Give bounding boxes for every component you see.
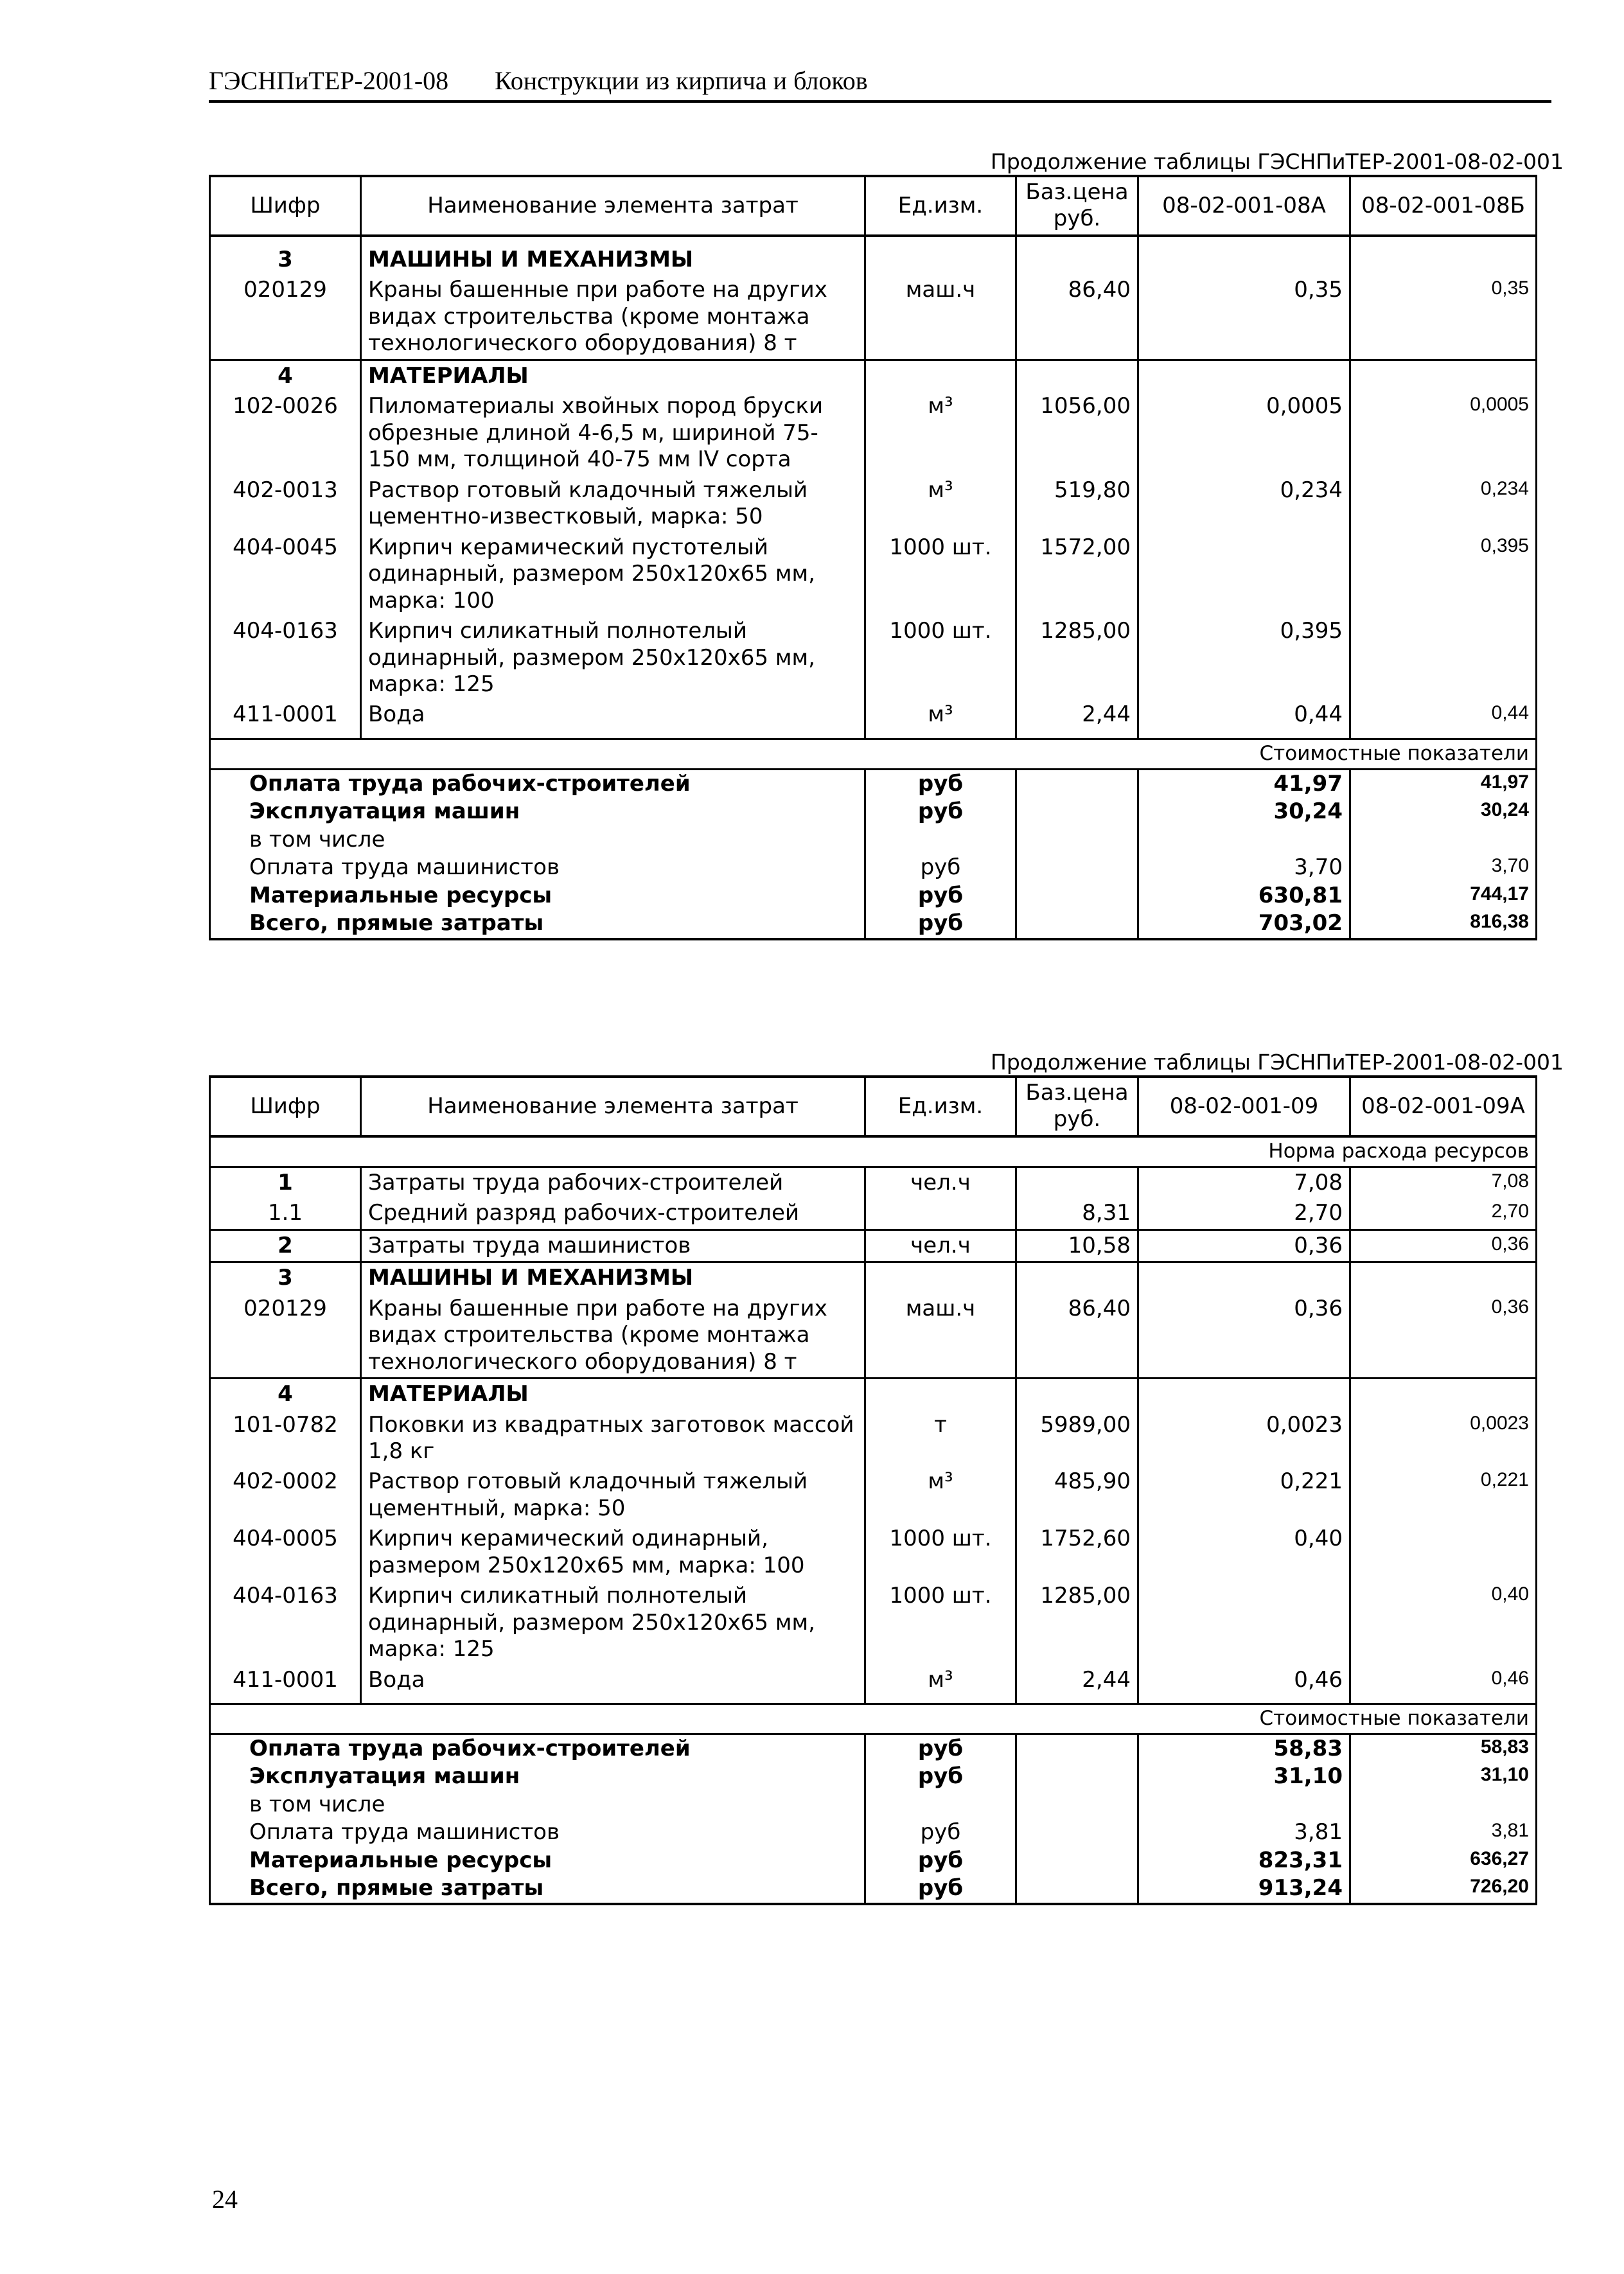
table-row (210, 275, 1537, 360)
table-row (210, 1524, 1537, 1581)
cost-value-1: 31,10 (1138, 1763, 1350, 1790)
cost-price-cell (1016, 1819, 1138, 1846)
cost-value-2: 816,38 (1350, 910, 1537, 939)
spacer-cell (1138, 730, 1350, 739)
empty-cell (865, 245, 1016, 275)
row-name: Затраты труда машинистов (361, 1230, 865, 1262)
spacer-cell (1350, 1695, 1537, 1704)
row-price: 485,90 (1016, 1467, 1138, 1524)
empty-cell (1016, 360, 1138, 391)
empty-cell (865, 360, 1016, 391)
cost-unit: руб (865, 1819, 1016, 1846)
cost-price-cell (1016, 1791, 1138, 1819)
row-value-2: 0,234 (1350, 475, 1537, 533)
cost-label: Оплата труда рабочих-строителей (210, 1734, 865, 1763)
cost-row (210, 1734, 1537, 1763)
row-unit: м³ (865, 1467, 1016, 1524)
row-price: 519,80 (1016, 475, 1138, 533)
cost-value-1 (1138, 826, 1350, 854)
row-value-2: 0,221 (1350, 1467, 1537, 1524)
row-value-2: 0,0005 (1350, 391, 1537, 475)
cost-label: Оплата труда машинистов (210, 854, 865, 881)
estimate-table-1 (209, 175, 1537, 940)
row-price (1016, 1167, 1138, 1198)
norm-label-row (210, 1136, 1537, 1167)
spacer-cell (1138, 236, 1350, 245)
section-row (210, 1379, 1537, 1410)
row-name: Краны башенные при работе на других видах строительства (кроме монтажа технологического оборудования) 8 т (361, 275, 865, 360)
row-name: Кирпич силикатный полнотелый одинарный, размером 250х120х65 мм, марка: 125 (361, 616, 865, 700)
cost-unit: руб (865, 769, 1016, 798)
table-row (210, 1581, 1537, 1664)
spacer-cell (210, 1695, 361, 1704)
cost-label: Оплата труда машинистов (210, 1819, 865, 1846)
cost-row (210, 910, 1537, 939)
cost-row (210, 826, 1537, 854)
row-code: 3 (210, 1262, 361, 1294)
spacer-cell (1016, 730, 1138, 739)
cost-value-2: 636,27 (1350, 1847, 1537, 1874)
cost-label: в том числе (210, 1791, 865, 1819)
cost-value-2: 3,81 (1350, 1819, 1537, 1846)
cost-row (210, 1791, 1537, 1819)
empty-cell (1350, 245, 1537, 275)
cost-unit: руб (865, 1874, 1016, 1903)
row-code: 411-0001 (210, 700, 361, 730)
summary-label: Стоимостные показатели (210, 1704, 1537, 1734)
cost-value-1: 41,97 (1138, 769, 1350, 798)
page-number: 24 (212, 2185, 238, 2214)
cost-value-2: 726,20 (1350, 1874, 1537, 1903)
norm-label: Норма расхода ресурсов (210, 1136, 1537, 1167)
row-unit: чел.ч (865, 1167, 1016, 1198)
table-row (210, 1198, 1537, 1230)
row-unit: маш.ч (865, 275, 1016, 360)
row-name: Вода (361, 1665, 865, 1695)
cost-row (210, 882, 1537, 910)
empty-cell (1138, 1379, 1350, 1410)
row-code: 101-0782 (210, 1410, 361, 1467)
summary-label-row (210, 739, 1537, 769)
cost-value-2: 58,83 (1350, 1734, 1537, 1763)
row-value-1: 0,395 (1138, 616, 1350, 700)
column-header: Ед.изм. (865, 176, 1016, 236)
row-price: 2,44 (1016, 700, 1138, 730)
cost-unit (865, 1791, 1016, 1819)
row-value-2: 0,35 (1350, 275, 1537, 360)
cost-row (210, 1763, 1537, 1790)
document-title: Конструкции из кирпича и блоков (495, 66, 868, 95)
empty-cell (1138, 245, 1350, 275)
row-code: 404-0005 (210, 1524, 361, 1581)
row-name: Кирпич силикатный полнотелый одинарный, размером 250х120х65 мм, марка: 125 (361, 1581, 865, 1664)
cost-value-1: 913,24 (1138, 1874, 1350, 1903)
cost-price-cell (1016, 1847, 1138, 1874)
spacer-row (210, 236, 1537, 245)
cost-unit: руб (865, 1734, 1016, 1763)
table-header-row (210, 1077, 1537, 1136)
row-price: 10,58 (1016, 1230, 1138, 1262)
cost-value-2: 744,17 (1350, 882, 1537, 910)
column-header: Ед.изм. (865, 1077, 1016, 1136)
spacer-cell (1138, 1695, 1350, 1704)
cost-row (210, 1874, 1537, 1903)
table-row (210, 1665, 1537, 1695)
column-header: Баз.цена руб. (1016, 1077, 1138, 1136)
spacer-cell (210, 730, 361, 739)
cost-value-1: 823,31 (1138, 1847, 1350, 1874)
summary-label: Стоимостные показатели (210, 739, 1537, 769)
cost-label: Материальные ресурсы (210, 882, 865, 910)
cost-label: Материальные ресурсы (210, 1847, 865, 1874)
column-header: 08-02-001-09А (1350, 1077, 1537, 1136)
cost-price-cell (1016, 798, 1138, 825)
row-unit: м³ (865, 475, 1016, 533)
cost-row (210, 798, 1537, 825)
row-value-2: 0,40 (1350, 1581, 1537, 1664)
table-header-row (210, 176, 1537, 236)
cost-unit (865, 826, 1016, 854)
empty-cell (1350, 1262, 1537, 1294)
document-code: ГЭСНПиТЕР-2001-08 (209, 66, 449, 95)
cost-value-2: 3,70 (1350, 854, 1537, 881)
spacer-row (210, 1695, 1537, 1704)
cost-price-cell (1016, 826, 1138, 854)
empty-cell (1350, 360, 1537, 391)
column-header: Баз.цена руб. (1016, 176, 1138, 236)
row-name: МАШИНЫ И МЕХАНИЗМЫ (361, 245, 865, 275)
table-row (210, 475, 1537, 533)
row-code: 404-0163 (210, 616, 361, 700)
row-unit: маш.ч (865, 1294, 1016, 1379)
cost-label: Всего, прямые затраты (210, 910, 865, 939)
cost-price-cell (1016, 769, 1138, 798)
cost-row (210, 769, 1537, 798)
row-value-2: 0,44 (1350, 700, 1537, 730)
row-price: 86,40 (1016, 1294, 1138, 1379)
row-price: 86,40 (1016, 275, 1138, 360)
row-value-1: 0,0005 (1138, 391, 1350, 475)
row-name: Поковки из квадратных заготовок массой 1,8 кг (361, 1410, 865, 1467)
spacer-cell (210, 236, 361, 245)
empty-cell (1138, 360, 1350, 391)
row-price: 1572,00 (1016, 533, 1138, 616)
empty-cell (1016, 1379, 1138, 1410)
table-row (210, 616, 1537, 700)
summary-label-row (210, 1704, 1537, 1734)
empty-cell (1350, 1379, 1537, 1410)
row-code: 4 (210, 360, 361, 391)
empty-cell (865, 1379, 1016, 1410)
cost-label: Эксплуатация машин (210, 798, 865, 825)
cost-value-1: 58,83 (1138, 1734, 1350, 1763)
row-code: 2 (210, 1230, 361, 1262)
row-code: 102-0026 (210, 391, 361, 475)
row-value-2: 0,395 (1350, 533, 1537, 616)
row-price: 1752,60 (1016, 1524, 1138, 1581)
row-value-1: 0,234 (1138, 475, 1350, 533)
empty-cell (865, 1262, 1016, 1294)
spacer-cell (361, 1695, 865, 1704)
row-name: МАТЕРИАЛЫ (361, 1379, 865, 1410)
row-price: 1285,00 (1016, 616, 1138, 700)
cost-value-1: 630,81 (1138, 882, 1350, 910)
cost-unit: руб (865, 1763, 1016, 1790)
row-code: 020129 (210, 275, 361, 360)
row-name: МАШИНЫ И МЕХАНИЗМЫ (361, 1262, 865, 1294)
row-value-1: 0,36 (1138, 1294, 1350, 1379)
row-value-1: 2,70 (1138, 1198, 1350, 1230)
row-value-2 (1350, 616, 1537, 700)
row-name: Кирпич керамический одинарный, размером 250х120х65 мм, марка: 100 (361, 1524, 865, 1581)
row-code: 4 (210, 1379, 361, 1410)
row-code: 3 (210, 245, 361, 275)
row-code: 402-0013 (210, 475, 361, 533)
empty-cell (1138, 1262, 1350, 1294)
row-value-1: 7,08 (1138, 1167, 1350, 1198)
row-value-2: 0,0023 (1350, 1410, 1537, 1467)
spacer-row (210, 730, 1537, 739)
table-row (210, 1167, 1537, 1198)
cost-price-cell (1016, 854, 1138, 881)
cost-value-1: 703,02 (1138, 910, 1350, 939)
spacer-cell (865, 730, 1016, 739)
spacer-cell (1350, 236, 1537, 245)
spacer-cell (361, 730, 865, 739)
spacer-cell (1016, 236, 1138, 245)
cost-row (210, 1847, 1537, 1874)
column-header: 08-02-001-08А (1138, 176, 1350, 236)
cost-label: Эксплуатация машин (210, 1763, 865, 1790)
table-row (210, 391, 1537, 475)
cost-price-cell (1016, 1763, 1138, 1790)
section-row (210, 360, 1537, 391)
row-code: 020129 (210, 1294, 361, 1379)
row-value-1: 0,46 (1138, 1665, 1350, 1695)
row-value-2: 0,36 (1350, 1294, 1537, 1379)
row-name: Вода (361, 700, 865, 730)
row-value-2 (1350, 1524, 1537, 1581)
cost-unit: руб (865, 854, 1016, 881)
cost-price-cell (1016, 910, 1138, 939)
table-row (210, 1230, 1537, 1262)
cost-label: Оплата труда рабочих-строителей (210, 769, 865, 798)
empty-cell (1016, 245, 1138, 275)
cost-price-cell (1016, 1734, 1138, 1763)
table-row (210, 1467, 1537, 1524)
cost-row (210, 854, 1537, 881)
cost-value-2 (1350, 826, 1537, 854)
row-name: МАТЕРИАЛЫ (361, 360, 865, 391)
row-value-2: 7,08 (1350, 1167, 1537, 1198)
row-unit: м³ (865, 700, 1016, 730)
row-name: Кирпич керамический пустотелый одинарный, размером 250х120х65 мм, марка: 100 (361, 533, 865, 616)
cost-value-2 (1350, 1791, 1537, 1819)
row-unit (865, 1198, 1016, 1230)
spacer-cell (865, 236, 1016, 245)
row-name: Раствор готовый кладочный тяжелый цементный, марка: 50 (361, 1467, 865, 1524)
spacer-cell (1350, 730, 1537, 739)
cost-unit: руб (865, 1847, 1016, 1874)
table-row (210, 700, 1537, 730)
column-header: 08-02-001-09 (1138, 1077, 1350, 1136)
row-value-1: 0,221 (1138, 1467, 1350, 1524)
cost-price-cell (1016, 882, 1138, 910)
cost-value-2: 41,97 (1350, 769, 1537, 798)
empty-cell (1016, 1262, 1138, 1294)
estimate-table-2 (209, 1075, 1537, 1905)
spacer-cell (1016, 1695, 1138, 1704)
row-code: 404-0045 (210, 533, 361, 616)
section-row (210, 245, 1537, 275)
section-row (210, 1262, 1537, 1294)
cost-unit: руб (865, 882, 1016, 910)
cost-value-2: 30,24 (1350, 798, 1537, 825)
row-code: 404-0163 (210, 1581, 361, 1664)
row-unit: м³ (865, 391, 1016, 475)
column-header: 08-02-001-08Б (1350, 176, 1537, 236)
row-unit: т (865, 1410, 1016, 1467)
table-row (210, 533, 1537, 616)
row-value-2: 2,70 (1350, 1198, 1537, 1230)
row-value-1: 0,44 (1138, 700, 1350, 730)
row-value-1: 0,40 (1138, 1524, 1350, 1581)
spacer-cell (865, 1695, 1016, 1704)
row-value-1: 0,0023 (1138, 1410, 1350, 1467)
cost-label: в том числе (210, 826, 865, 854)
table-2-caption: Продолжение таблицы ГЭСНПиТЕР-2001-08-02-001 (991, 1050, 1564, 1075)
table-row (210, 1294, 1537, 1379)
row-name: Средний разряд рабочих-строителей (361, 1198, 865, 1230)
row-value-1: 0,36 (1138, 1230, 1350, 1262)
row-code: 1 (210, 1167, 361, 1198)
cost-price-cell (1016, 1874, 1138, 1903)
column-header: Наименование элемента затрат (361, 1077, 865, 1136)
row-value-1 (1138, 1581, 1350, 1664)
row-price: 2,44 (1016, 1665, 1138, 1695)
row-code: 411-0001 (210, 1665, 361, 1695)
page-header (209, 64, 1551, 103)
row-code: 402-0002 (210, 1467, 361, 1524)
row-price: 1285,00 (1016, 1581, 1138, 1664)
row-price: 5989,00 (1016, 1410, 1138, 1467)
cost-value-1: 30,24 (1138, 798, 1350, 825)
row-name: Краны башенные при работе на других видах строительства (кроме монтажа технологического оборудования) 8 т (361, 1294, 865, 1379)
row-name: Затраты труда рабочих-строителей (361, 1167, 865, 1198)
row-value-2: 0,46 (1350, 1665, 1537, 1695)
row-name: Раствор готовый кладочный тяжелый цементно-известковый, марка: 50 (361, 475, 865, 533)
row-price: 8,31 (1016, 1198, 1138, 1230)
row-value-1 (1138, 533, 1350, 616)
row-price: 1056,00 (1016, 391, 1138, 475)
column-header: Наименование элемента затрат (361, 176, 865, 236)
table-row (210, 1410, 1537, 1467)
row-name: Пиломатериалы хвойных пород бруски обрезные длиной 4-6,5 м, шириной 75-150 мм, толщиной 40-75 мм IV сорта (361, 391, 865, 475)
table-1-caption: Продолжение таблицы ГЭСНПиТЕР-2001-08-02-001 (991, 149, 1564, 174)
cost-value-2: 31,10 (1350, 1763, 1537, 1790)
cost-value-1: 3,81 (1138, 1819, 1350, 1846)
cost-unit: руб (865, 910, 1016, 939)
column-header: Шифр (210, 176, 361, 236)
row-unit: 1000 шт. (865, 533, 1016, 616)
row-unit: 1000 шт. (865, 616, 1016, 700)
row-unit: чел.ч (865, 1230, 1016, 1262)
row-code: 1.1 (210, 1198, 361, 1230)
cost-label: Всего, прямые затраты (210, 1874, 865, 1903)
spacer-cell (361, 236, 865, 245)
row-value-2: 0,36 (1350, 1230, 1537, 1262)
cost-value-1 (1138, 1791, 1350, 1819)
cost-unit: руб (865, 798, 1016, 825)
row-unit: 1000 шт. (865, 1581, 1016, 1664)
row-value-1: 0,35 (1138, 275, 1350, 360)
row-unit: м³ (865, 1665, 1016, 1695)
column-header: Шифр (210, 1077, 361, 1136)
cost-row (210, 1819, 1537, 1846)
cost-value-1: 3,70 (1138, 854, 1350, 881)
row-unit: 1000 шт. (865, 1524, 1016, 1581)
